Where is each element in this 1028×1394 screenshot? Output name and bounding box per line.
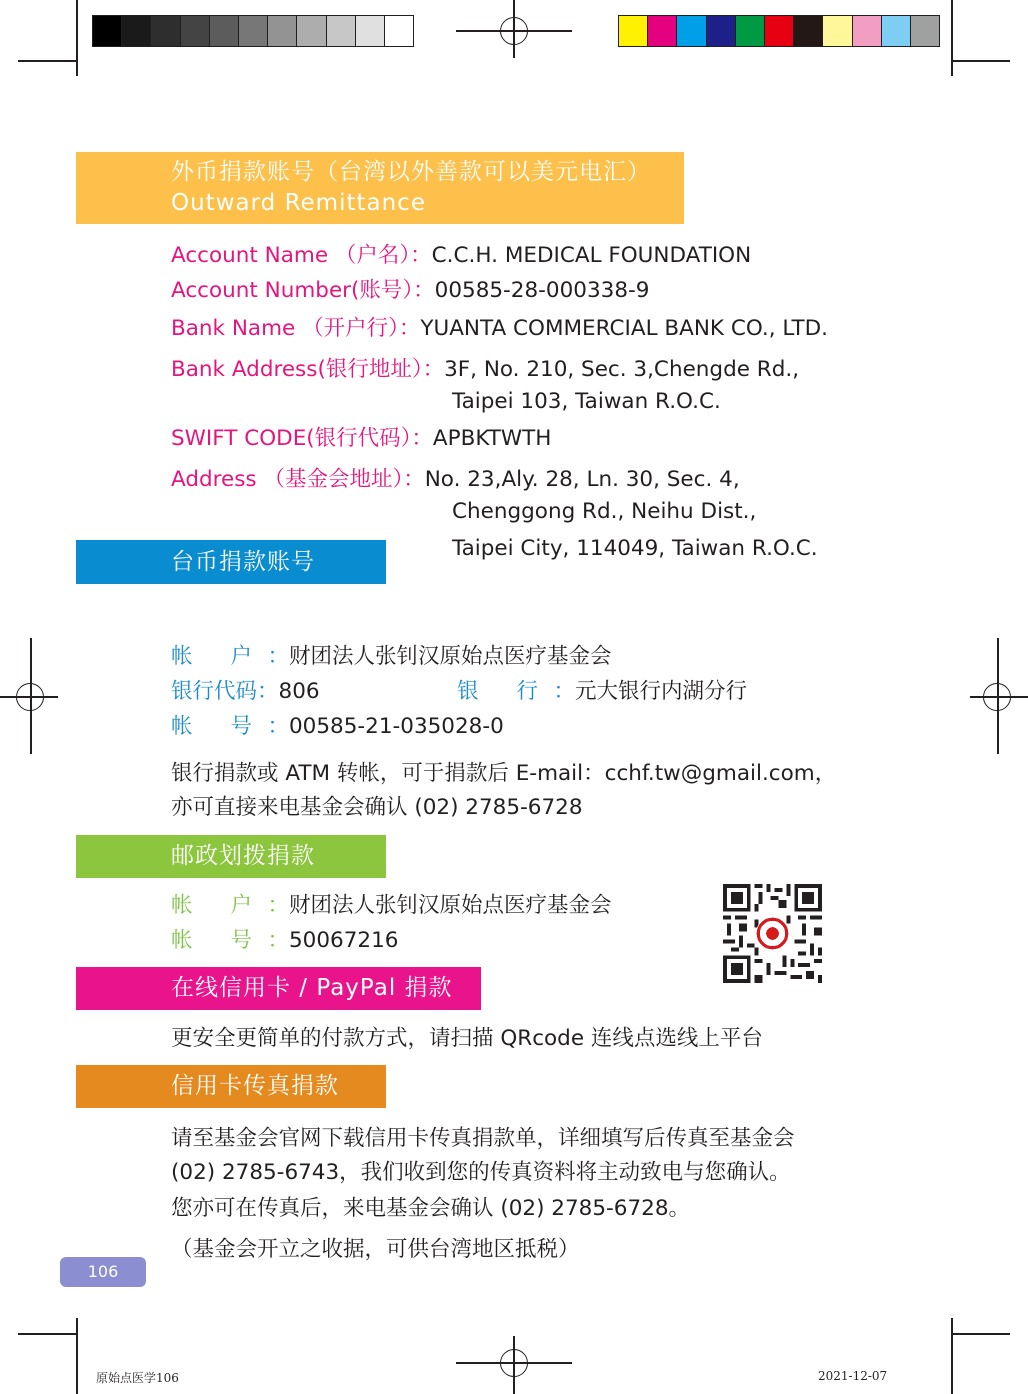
twd-holder-value: 财团法人张钊汉原始点医疗基金会: [289, 644, 612, 669]
donation-qr-code[interactable]: [722, 884, 823, 983]
swift-code-label: SWIFT CODE(银行代码）：: [171, 426, 433, 451]
gray-swatch: [296, 16, 325, 46]
gray-swatch: [238, 16, 267, 46]
fax-donation-header: [76, 1065, 386, 1108]
twd-account-no-label: 帐 号：: [171, 714, 289, 739]
outward-remittance-header: [76, 152, 684, 224]
twd-title: 台币捐款账号: [171, 549, 315, 575]
gray-swatch: [267, 16, 296, 46]
gray-swatch: [93, 16, 121, 46]
outward-title-en: Outward Remittance: [171, 190, 426, 216]
fax-line1: 请至基金会官网下载信用卡传真捐款单，详细填写后传真至基金会: [171, 1126, 795, 1151]
color-swatch: [764, 16, 793, 46]
bank-name-value: YUANTA COMMERCIAL BANK CO., LTD.: [420, 316, 828, 341]
gray-swatch: [326, 16, 355, 46]
twd-note-line1: 银行捐款或 ATM 转帐，可于捐款后 E-mail：cchf.tw@gmail.com，: [171, 761, 837, 786]
gray-swatch: [384, 16, 413, 46]
outward-title-cn: 外币捐款账号（台湾以外善款可以美元电汇）: [171, 159, 651, 185]
bank-name-label: Bank Name （开户行）：: [171, 316, 421, 341]
color-swatch: [647, 16, 676, 46]
twd-holder-label: 帐 户：: [171, 644, 289, 669]
grayscale-calibration-bar: [92, 15, 414, 47]
account-name-value: C.C.H. MEDICAL FOUNDATION: [431, 243, 752, 268]
postal-header: [76, 835, 386, 878]
bank-address-label: Bank Address(银行地址）：: [171, 357, 445, 382]
foundation-address-value: No. 23,Aly. 28, Ln. 30, Sec. 4,: [424, 467, 740, 492]
color-swatch: [852, 16, 881, 46]
fax-line2: (02) 2785-6743，我们收到您的传真资料将主动致电与您确认。: [171, 1160, 791, 1185]
account-number-value: 00585-28-000338-9: [434, 278, 650, 303]
gray-swatch: [150, 16, 179, 46]
foundation-address-label: Address （基金会地址）：: [171, 467, 425, 492]
color-swatch: [881, 16, 910, 46]
twd-bank-label: 银 行：: [457, 679, 575, 704]
twd-note-line2: 亦可直接来电基金会确认 (02) 2785-6728: [171, 795, 583, 820]
color-swatch: [735, 16, 764, 46]
twd-account-no-value: 00585-21-035028-0: [289, 714, 504, 739]
fax-line4: （基金会开立之收据，可供台湾地区抵税）: [171, 1237, 580, 1262]
color-swatch: [910, 16, 939, 46]
postal-title: 邮政划拨捐款: [171, 843, 315, 869]
color-swatch: [706, 16, 735, 46]
online-instructions: 更安全更简单的付款方式，请扫描 QRcode 连线点选线上平台: [171, 1026, 763, 1051]
page-number: 106: [60, 1257, 146, 1287]
twd-bank-value: 元大银行内湖分行: [575, 679, 748, 704]
postal-holder-value: 财团法人张钊汉原始点医疗基金会: [289, 893, 612, 918]
foundation-address-value-line2: Chenggong Rd., Neihu Dist.,: [452, 499, 757, 524]
twd-account-header: [76, 540, 386, 584]
account-number-label: Account Number(账号）：: [171, 278, 435, 303]
color-swatch: [676, 16, 705, 46]
gray-swatch: [209, 16, 238, 46]
twd-bank-code-label: 银行代码：: [171, 679, 279, 704]
online-donation-header: [76, 967, 481, 1010]
bank-address-value: 3F, No. 210, Sec. 3,Chengde Rd.,: [444, 357, 800, 382]
postal-account-no-value: 50067216: [289, 928, 399, 953]
footer-slug-left: 原始点医学106: [96, 1371, 179, 1385]
twd-bank-code-value: 806: [278, 679, 320, 704]
gray-swatch: [355, 16, 384, 46]
online-title: 在线信用卡 / PayPal 捐款: [171, 975, 453, 1001]
gray-swatch: [180, 16, 209, 46]
gray-swatch: [121, 16, 150, 46]
color-calibration-bar: [618, 15, 940, 47]
account-name-label: Account Name （户名）：: [171, 243, 432, 268]
fax-line3: 您亦可在传真后，来电基金会确认 (02) 2785-6728。: [171, 1196, 690, 1221]
footer-slug-right: 2021-12-07: [818, 1369, 888, 1383]
color-swatch: [793, 16, 822, 46]
fax-title: 信用卡传真捐款: [171, 1073, 339, 1099]
swift-code-value: APBKTWTH: [432, 426, 552, 451]
color-swatch: [619, 16, 647, 46]
foundation-address-value-line3: Taipei City, 114049, Taiwan R.O.C.: [452, 536, 818, 561]
postal-account-no-label: 帐 号：: [171, 928, 289, 953]
color-swatch: [822, 16, 851, 46]
postal-holder-label: 帐 户：: [171, 893, 289, 918]
bank-address-value-line2: Taipei 103, Taiwan R.O.C.: [452, 389, 721, 414]
